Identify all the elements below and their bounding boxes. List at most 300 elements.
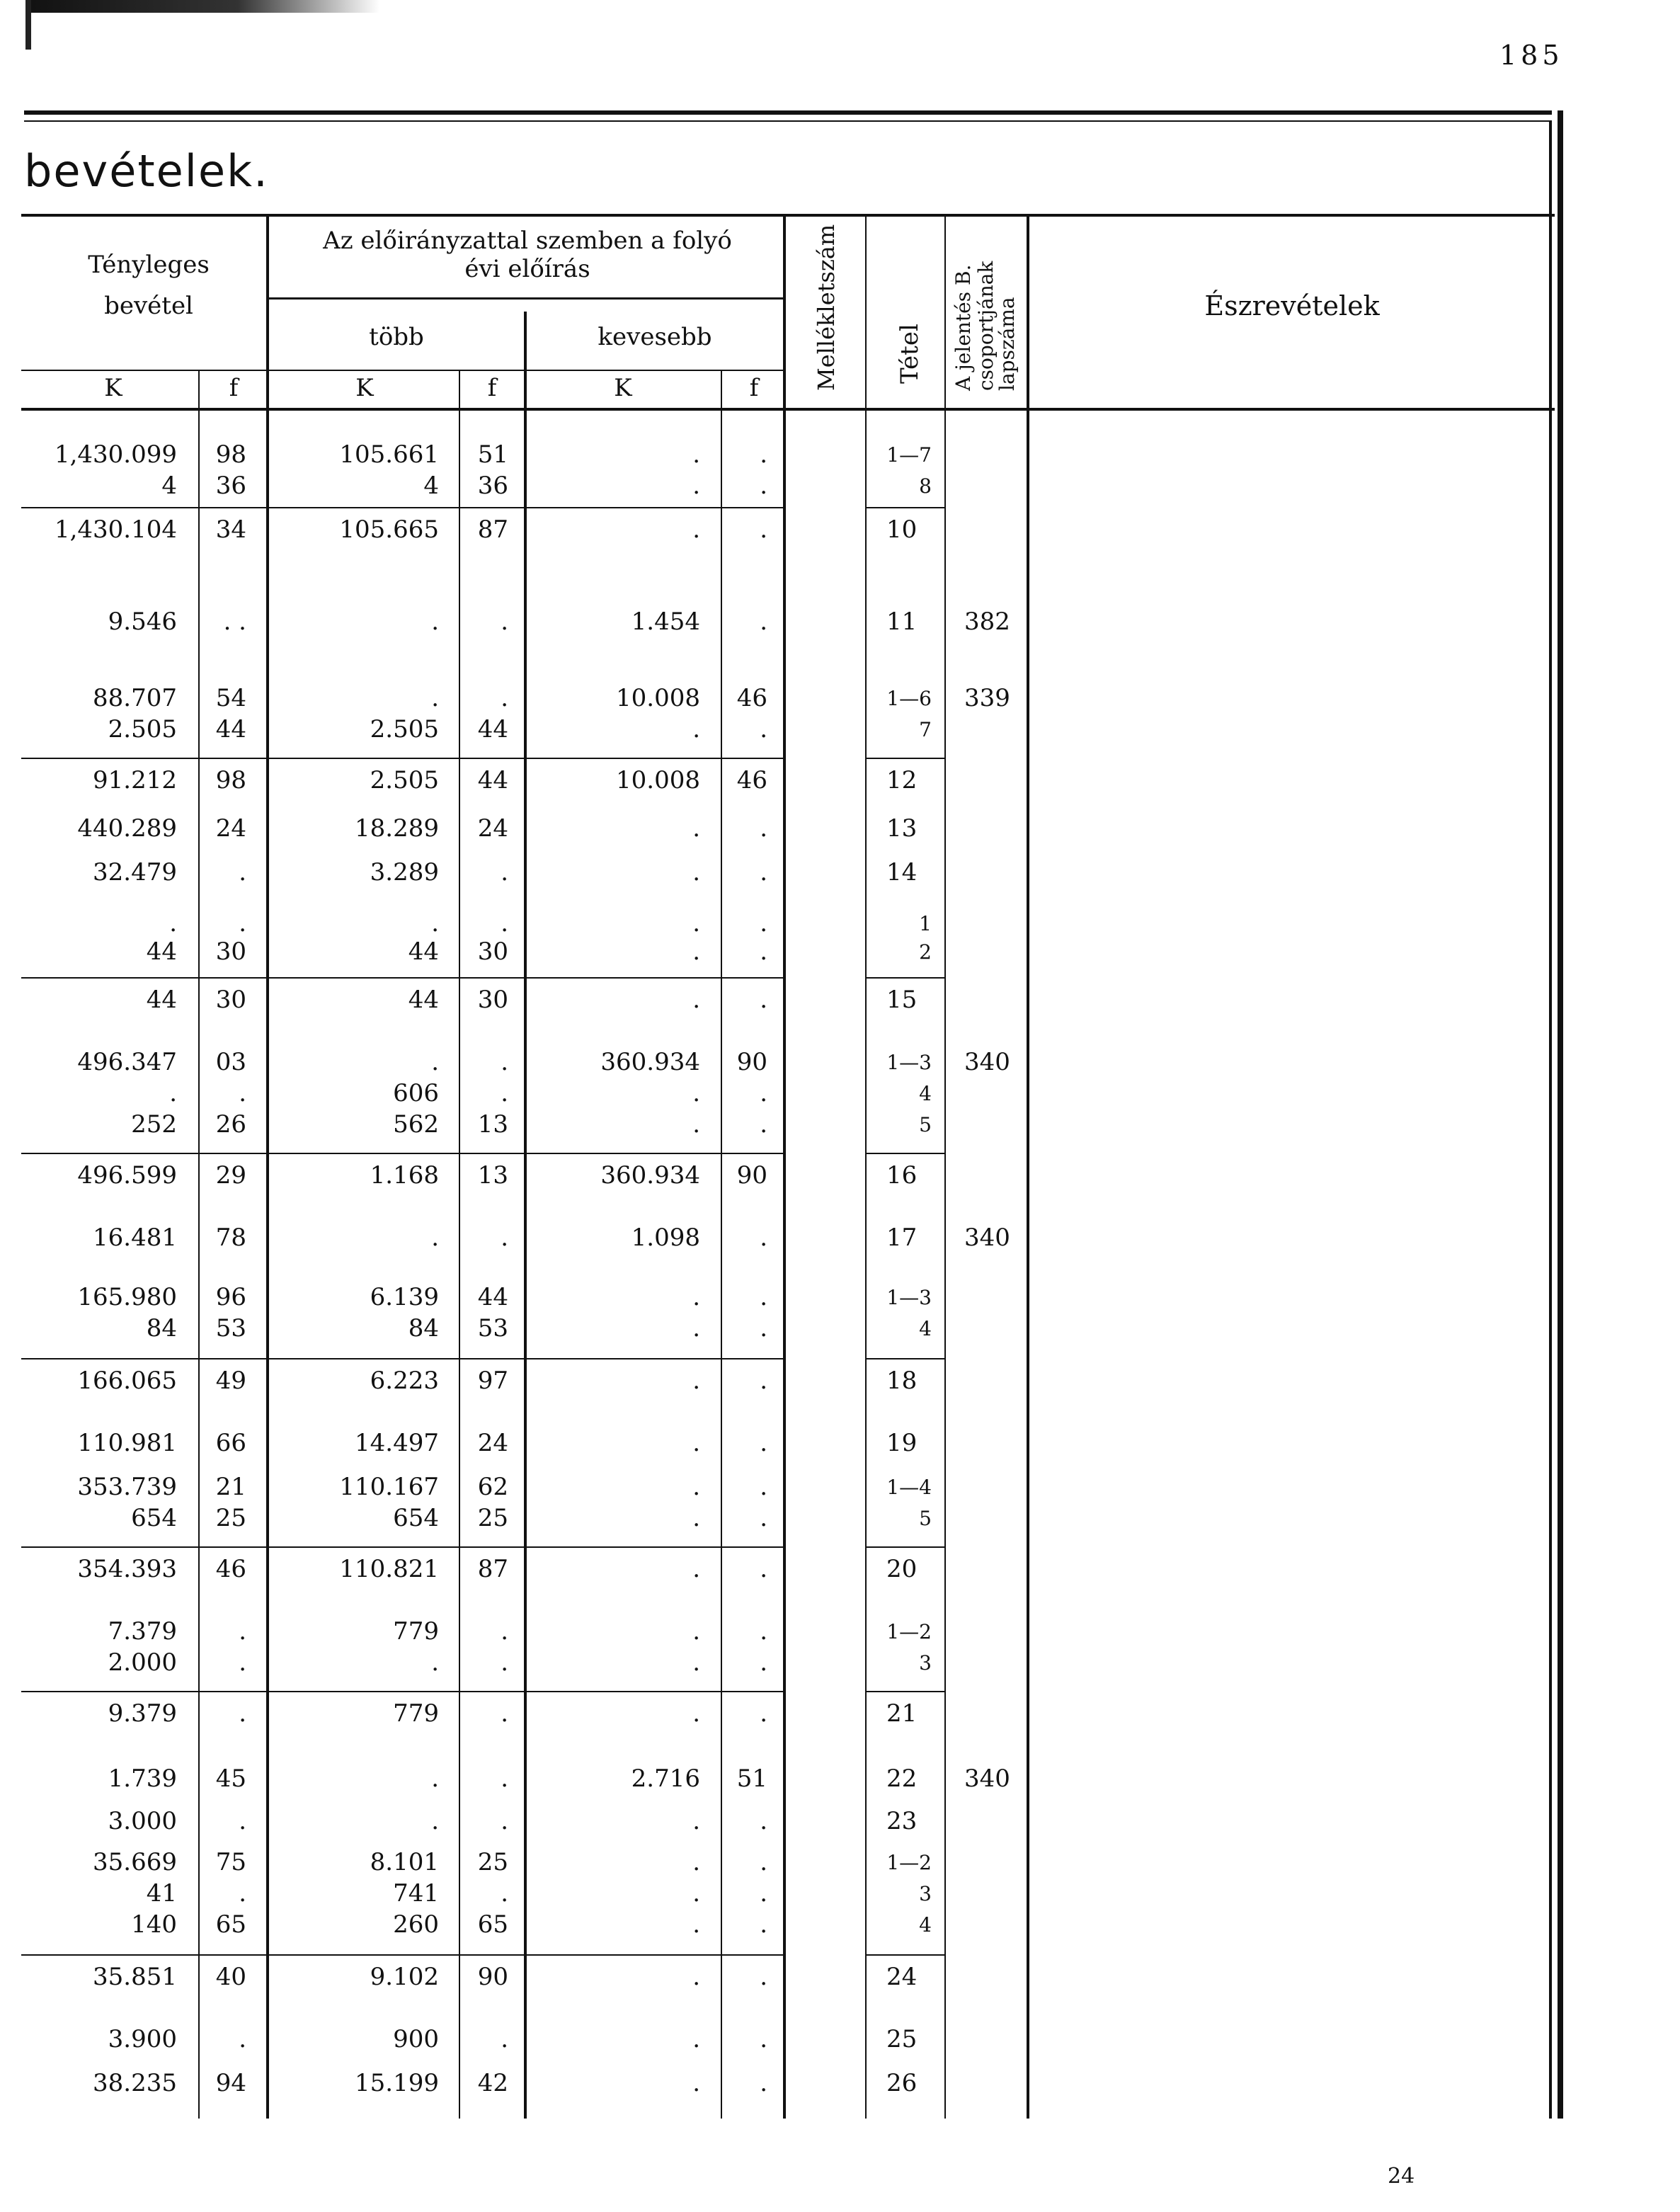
item-cell: 15 — [886, 986, 918, 1014]
more-k-cell: . — [431, 909, 439, 937]
item-cell: 17 — [886, 1224, 918, 1252]
actual-revenue-header — [28, 249, 269, 321]
less-f-cell: . — [760, 1617, 767, 1646]
item-cell: 22 — [886, 1765, 918, 1793]
right-border — [1549, 122, 1552, 2119]
actual-k-cell: 354.393 — [77, 1555, 177, 1583]
less-k-cell: . — [692, 1473, 700, 1501]
more-k-cell: . — [431, 684, 439, 712]
actual-k-cell: 1,430.099 — [54, 440, 177, 469]
less-f-cell: . — [760, 440, 767, 469]
more-k-cell: 110.167 — [339, 1473, 439, 1501]
actual-f-cell: . — [239, 1617, 246, 1646]
more-k-cell: . — [431, 1765, 439, 1793]
actual-k-cell: 654 — [131, 1504, 177, 1532]
less-k-cell: 1.098 — [631, 1224, 700, 1252]
less-f-cell: . — [760, 1079, 767, 1107]
item-header: Tétel — [896, 324, 924, 384]
report-page-header-1: A jelentés B. — [952, 264, 975, 391]
more-f-cell: . — [501, 1048, 508, 1076]
less-f-cell: 46 — [736, 684, 767, 712]
more-k-cell: 741 — [393, 1879, 439, 1908]
scan-mark — [25, 0, 31, 50]
less-f-cell: . — [760, 937, 767, 966]
more-f-cell: 24 — [477, 1429, 508, 1457]
report-page-header-3: lapszáma — [995, 297, 1019, 391]
actual-k-cell: 496.599 — [77, 1161, 177, 1190]
subtotal-rule — [865, 507, 944, 508]
item-cell: 18 — [886, 1367, 918, 1395]
actual-k-cell: 3.000 — [108, 1807, 177, 1835]
less-f-cell: . — [760, 2069, 767, 2097]
subtotal-rule — [21, 1954, 786, 1956]
item-cell: 8 — [919, 474, 932, 498]
more-k-cell: 562 — [393, 1110, 439, 1139]
actual-f-cell: 30 — [215, 986, 246, 1014]
less-f-cell: . — [760, 715, 767, 743]
less-k-cell: . — [692, 1429, 700, 1457]
actual-f-cell: 40 — [215, 1963, 246, 1991]
less-f-cell: . — [760, 1504, 767, 1532]
more-f-cell: . — [501, 1617, 508, 1646]
actual-k-cell: 91.212 — [93, 766, 177, 794]
actual-k-cell: 252 — [131, 1110, 177, 1139]
unit-f-2: f — [487, 374, 497, 402]
more-k-cell: 6.223 — [370, 1367, 439, 1395]
actual-k-cell: 41 — [146, 1879, 177, 1908]
less-k-cell: . — [692, 1963, 700, 1991]
unit-row-rule — [21, 370, 786, 371]
actual-k-cell: 38.235 — [93, 2069, 177, 2097]
more-k-cell: 654 — [393, 1504, 439, 1532]
actual-k-cell: 4 — [161, 472, 177, 500]
less-f-cell: . — [760, 814, 767, 843]
less-k-cell: . — [692, 1367, 700, 1395]
less-f-cell: . — [760, 1648, 767, 1677]
actual-k-cell: 496.347 — [77, 1048, 177, 1076]
more-k-cell: 110.821 — [339, 1555, 439, 1583]
actual-f-cell: 36 — [215, 472, 246, 500]
subtotal-rule — [865, 1546, 944, 1548]
less-k-cell: . — [692, 1079, 700, 1107]
more-f-cell: 87 — [477, 1555, 508, 1583]
more-f-cell: 25 — [477, 1504, 508, 1532]
actual-f-cell: 98 — [215, 766, 246, 794]
actual-k-cell: 165.980 — [77, 1283, 177, 1311]
actual-f-cell: 21 — [215, 1473, 246, 1501]
subtotal-rule — [865, 1153, 944, 1154]
less-f-cell: 46 — [736, 766, 767, 794]
subtotal-rule — [865, 758, 944, 759]
more-k-cell: 84 — [408, 1314, 439, 1342]
less-f-cell: 51 — [736, 1765, 767, 1793]
less-k-cell: . — [692, 2025, 700, 2053]
subtotal-rule — [21, 1358, 786, 1359]
more-f-cell: 87 — [477, 515, 508, 544]
report-page-cell: 340 — [964, 1765, 1010, 1793]
less-k-cell: 10.008 — [616, 766, 700, 794]
less-k-cell: 10.008 — [616, 684, 700, 712]
less-k-cell: 2.716 — [631, 1765, 700, 1793]
more-f-cell: 97 — [477, 1367, 508, 1395]
less-k-cell: . — [692, 1699, 700, 1728]
actual-f-cell: . — [239, 858, 246, 886]
less-f-cell: . — [760, 1879, 767, 1908]
less-f-cell: . — [760, 472, 767, 500]
subtotal-rule — [865, 977, 944, 979]
more-f-cell: 36 — [477, 472, 508, 500]
actual-k-cell: 88.707 — [93, 684, 177, 712]
more-k-cell: 2.505 — [370, 715, 439, 743]
item-cell: 24 — [886, 1963, 918, 1991]
subtotal-rule — [21, 1153, 786, 1154]
less-k-cell: . — [692, 858, 700, 886]
subtotal-rule — [21, 507, 786, 508]
less-k-cell: . — [692, 1110, 700, 1139]
actual-k-cell: 2.505 — [108, 715, 177, 743]
actual-f-cell: . — [239, 1807, 246, 1835]
more-k-cell: 900 — [393, 2025, 439, 2053]
item-cell: 4 — [919, 1317, 932, 1340]
actual-f-cell: 94 — [215, 2069, 246, 2097]
attachment-header: Mellékletszám — [813, 224, 840, 391]
more-f-cell: 30 — [477, 937, 508, 966]
actual-f-cell: 49 — [215, 1367, 246, 1395]
more-f-cell: 24 — [477, 814, 508, 843]
actual-f-cell: 44 — [215, 715, 246, 743]
actual-revenue-line2: bevétel — [104, 292, 193, 320]
more-f-cell: 62 — [477, 1473, 508, 1501]
compared-header — [269, 227, 786, 283]
less-f-cell: . — [760, 2025, 767, 2053]
header-bottom-rule — [21, 408, 1555, 411]
less-k-cell: . — [692, 1807, 700, 1835]
scan-mark — [25, 0, 379, 13]
less-k-cell: . — [692, 1617, 700, 1646]
actual-f-cell: . — [239, 909, 246, 937]
compared-line1: Az előirányzattal szemben a folyó — [323, 227, 732, 255]
less-f-cell: . — [760, 1910, 767, 1939]
less-k-cell: . — [692, 1879, 700, 1908]
actual-k-cell: 2.000 — [108, 1648, 177, 1677]
less-f-cell: . — [760, 1283, 767, 1311]
actual-f-cell: 98 — [215, 440, 246, 469]
actual-k-cell: . — [169, 909, 177, 937]
less-k-cell: 1.454 — [631, 608, 700, 636]
more-f-cell: 30 — [477, 986, 508, 1014]
more-k-cell: 779 — [393, 1699, 439, 1728]
more-k-cell: . — [431, 608, 439, 636]
less-f-cell: . — [760, 1963, 767, 1991]
more-f-cell: 44 — [477, 715, 508, 743]
actual-f-cell: 29 — [215, 1161, 246, 1190]
less-f-cell: 90 — [736, 1161, 767, 1190]
less-f-cell: . — [760, 1367, 767, 1395]
subtotal-rule — [21, 977, 786, 979]
more-k-cell: . — [431, 1807, 439, 1835]
actual-f-cell: 65 — [215, 1910, 246, 1939]
actual-k-cell: 35.669 — [93, 1848, 177, 1876]
more-f-cell: 44 — [477, 766, 508, 794]
more-k-cell: 2.505 — [370, 766, 439, 794]
more-f-cell: 53 — [477, 1314, 508, 1342]
more-f-cell: . — [501, 1699, 508, 1728]
more-f-cell: 42 — [477, 2069, 508, 2097]
less-k-cell: 360.934 — [600, 1048, 700, 1076]
more-f-cell: . — [501, 1648, 508, 1677]
actual-k-cell: 35.851 — [93, 1963, 177, 1991]
remarks-header: Észrevételek — [1204, 290, 1380, 321]
col-line — [865, 214, 867, 2119]
unit-k-3: K — [614, 374, 632, 402]
more-header: több — [369, 323, 424, 351]
compared-line2: évi előírás — [464, 255, 590, 283]
actual-k-cell: 166.065 — [77, 1367, 177, 1395]
actual-k-cell: 44 — [146, 986, 177, 1014]
less-f-cell: . — [760, 1110, 767, 1139]
less-k-cell: 360.934 — [600, 1161, 700, 1190]
more-k-cell: 105.665 — [339, 515, 439, 544]
more-k-cell: 1.168 — [370, 1161, 439, 1190]
top-rule — [24, 110, 1552, 115]
less-k-cell: . — [692, 1314, 700, 1342]
item-cell: 10 — [886, 515, 918, 544]
report-page-cell: 340 — [964, 1224, 1010, 1252]
less-k-cell: . — [692, 515, 700, 544]
actual-f-cell: 03 — [215, 1048, 246, 1076]
actual-k-cell: . — [169, 1079, 177, 1107]
more-f-cell: . — [501, 2025, 508, 2053]
item-cell: 4 — [919, 1913, 932, 1937]
more-k-cell: 15.199 — [355, 2069, 439, 2097]
actual-f-cell: . — [239, 1079, 246, 1107]
item-cell: 12 — [886, 766, 918, 794]
item-cell: 21 — [886, 1699, 918, 1728]
compared-underline — [269, 297, 783, 300]
less-k-cell: . — [692, 1648, 700, 1677]
more-f-cell: 13 — [477, 1161, 508, 1190]
less-k-cell: . — [692, 2069, 700, 2097]
subtotal-rule — [21, 1546, 786, 1548]
more-k-cell: 4 — [423, 472, 439, 500]
less-f-cell: . — [760, 1555, 767, 1583]
item-cell: 3 — [919, 1882, 932, 1905]
less-f-cell: . — [760, 1314, 767, 1342]
more-k-cell: 779 — [393, 1617, 439, 1646]
item-cell: 23 — [886, 1807, 918, 1835]
more-f-cell: . — [501, 1079, 508, 1107]
less-f-cell: 90 — [736, 1048, 767, 1076]
item-cell: 1—2 — [886, 1620, 932, 1643]
more-f-cell: 44 — [477, 1283, 508, 1311]
less-f-cell: . — [760, 515, 767, 544]
more-f-cell: . — [501, 1807, 508, 1835]
item-cell: 14 — [886, 858, 918, 886]
more-k-cell: 606 — [393, 1079, 439, 1107]
item-cell: 5 — [919, 1113, 932, 1136]
unit-f-1: f — [229, 374, 239, 402]
more-f-cell: . — [501, 1879, 508, 1908]
less-k-cell: . — [692, 814, 700, 843]
item-cell: 1—2 — [886, 1851, 932, 1874]
actual-f-cell: 24 — [215, 814, 246, 843]
actual-f-cell: 66 — [215, 1429, 246, 1457]
more-k-cell: 14.497 — [355, 1429, 439, 1457]
less-f-cell: . — [760, 1224, 767, 1252]
more-k-cell: 9.102 — [370, 1963, 439, 1991]
actual-k-cell: 440.289 — [77, 814, 177, 843]
more-f-cell: . — [501, 858, 508, 886]
unit-k-2: K — [355, 374, 374, 402]
item-cell: 1 — [919, 912, 932, 935]
actual-revenue-line1: Tényleges — [88, 251, 210, 279]
report-page-cell: 340 — [964, 1048, 1010, 1076]
item-cell: 2 — [919, 940, 932, 964]
item-cell: 26 — [886, 2069, 918, 2097]
actual-k-cell: 140 — [131, 1910, 177, 1939]
more-k-cell: 18.289 — [355, 814, 439, 843]
actual-f-cell: 53 — [215, 1314, 246, 1342]
actual-f-cell: 54 — [215, 684, 246, 712]
more-k-cell: . — [431, 1648, 439, 1677]
report-page-header-2: csoportjának — [974, 261, 998, 391]
unit-f-3: f — [749, 374, 759, 402]
actual-k-cell: 44 — [146, 937, 177, 966]
item-cell: 1—3 — [886, 1051, 932, 1074]
less-k-cell: . — [692, 472, 700, 500]
less-k-cell: . — [692, 1504, 700, 1532]
more-f-cell: 25 — [477, 1848, 508, 1876]
item-cell: 1—7 — [886, 443, 932, 467]
more-f-cell: . — [501, 1765, 508, 1793]
actual-f-cell: . — [239, 1879, 246, 1908]
item-cell: 7 — [919, 718, 932, 741]
less-f-cell: . — [760, 608, 767, 636]
less-f-cell: . — [760, 1429, 767, 1457]
actual-k-cell: 353.739 — [77, 1473, 177, 1501]
more-k-cell: 6.139 — [370, 1283, 439, 1311]
less-header: kevesebb — [598, 323, 712, 351]
less-k-cell: . — [692, 440, 700, 469]
more-f-cell: . — [501, 608, 508, 636]
more-f-cell: 51 — [477, 440, 508, 469]
right-border-outer — [1558, 110, 1563, 2119]
more-k-cell: 3.289 — [370, 858, 439, 886]
more-f-cell: . — [501, 1224, 508, 1252]
more-k-cell: 8.101 — [370, 1848, 439, 1876]
actual-f-cell: 78 — [215, 1224, 246, 1252]
less-k-cell: . — [692, 1283, 700, 1311]
page-number: 185 — [1499, 40, 1564, 71]
col-line — [944, 214, 946, 2119]
top-rule-thin — [24, 120, 1552, 122]
more-f-cell: . — [501, 909, 508, 937]
actual-f-cell: 75 — [215, 1848, 246, 1876]
col-line — [783, 214, 786, 2119]
actual-k-cell: 1,430.104 — [54, 515, 177, 544]
less-f-cell: . — [760, 909, 767, 937]
more-f-cell: 65 — [477, 1910, 508, 1939]
less-f-cell: . — [760, 1848, 767, 1876]
actual-f-cell: 34 — [215, 515, 246, 544]
item-cell: 1—4 — [886, 1476, 932, 1499]
item-cell: 20 — [886, 1555, 918, 1583]
actual-f-cell: 26 — [215, 1110, 246, 1139]
col-line — [1027, 214, 1029, 2119]
item-cell: 11 — [886, 608, 918, 636]
actual-f-cell: 30 — [215, 937, 246, 966]
subtotal-rule — [865, 1954, 944, 1956]
item-cell: 3 — [919, 1651, 932, 1675]
subtotal-rule — [865, 1358, 944, 1359]
actual-k-cell: 9.546 — [108, 608, 177, 636]
actual-f-cell: . . — [223, 608, 246, 636]
item-cell: 19 — [886, 1429, 918, 1457]
unit-k-1: K — [104, 374, 122, 402]
report-page-cell: 382 — [964, 608, 1010, 636]
table-top-rule — [21, 214, 1555, 217]
actual-k-cell: 32.479 — [93, 858, 177, 886]
less-k-cell: . — [692, 909, 700, 937]
more-k-cell: . — [431, 1224, 439, 1252]
item-cell: 5 — [919, 1507, 932, 1530]
actual-f-cell: 96 — [215, 1283, 246, 1311]
actual-f-cell: . — [239, 2025, 246, 2053]
less-k-cell: . — [692, 1555, 700, 1583]
item-cell: 16 — [886, 1161, 918, 1190]
actual-k-cell: 7.379 — [108, 1617, 177, 1646]
less-f-cell: . — [760, 858, 767, 886]
actual-k-cell: 84 — [146, 1314, 177, 1342]
actual-k-cell: 9.379 — [108, 1699, 177, 1728]
actual-k-cell: 16.481 — [93, 1224, 177, 1252]
less-k-cell: . — [692, 1910, 700, 1939]
actual-k-cell: 110.981 — [77, 1429, 177, 1457]
actual-k-cell: 3.900 — [108, 2025, 177, 2053]
actual-f-cell: . — [239, 1699, 246, 1728]
less-f-cell: . — [760, 1473, 767, 1501]
more-k-cell: 44 — [408, 937, 439, 966]
actual-f-cell: 46 — [215, 1555, 246, 1583]
subtotal-rule — [21, 1691, 786, 1692]
item-cell: 13 — [886, 814, 918, 843]
less-f-cell: . — [760, 986, 767, 1014]
more-k-cell: . — [431, 1048, 439, 1076]
section-title: bevételek. — [24, 145, 269, 197]
less-k-cell: . — [692, 986, 700, 1014]
more-k-cell: 44 — [408, 986, 439, 1014]
less-f-cell: . — [760, 1807, 767, 1835]
subtotal-rule — [865, 1691, 944, 1692]
actual-f-cell: 45 — [215, 1765, 246, 1793]
item-cell: 1—6 — [886, 687, 932, 710]
less-k-cell: . — [692, 1848, 700, 1876]
actual-k-cell: 1.739 — [108, 1765, 177, 1793]
item-cell: 4 — [919, 1082, 932, 1105]
actual-f-cell: . — [239, 1648, 246, 1677]
more-f-cell: 90 — [477, 1963, 508, 1991]
report-page-cell: 339 — [964, 684, 1010, 712]
more-k-cell: 105.661 — [339, 440, 439, 469]
less-k-cell: . — [692, 937, 700, 966]
item-cell: 25 — [886, 2025, 918, 2053]
less-f-cell: . — [760, 1699, 767, 1728]
subtotal-rule — [21, 758, 786, 759]
more-f-cell: 13 — [477, 1110, 508, 1139]
actual-f-cell: 25 — [215, 1504, 246, 1532]
more-f-cell: . — [501, 684, 508, 712]
more-k-cell: 260 — [393, 1910, 439, 1939]
